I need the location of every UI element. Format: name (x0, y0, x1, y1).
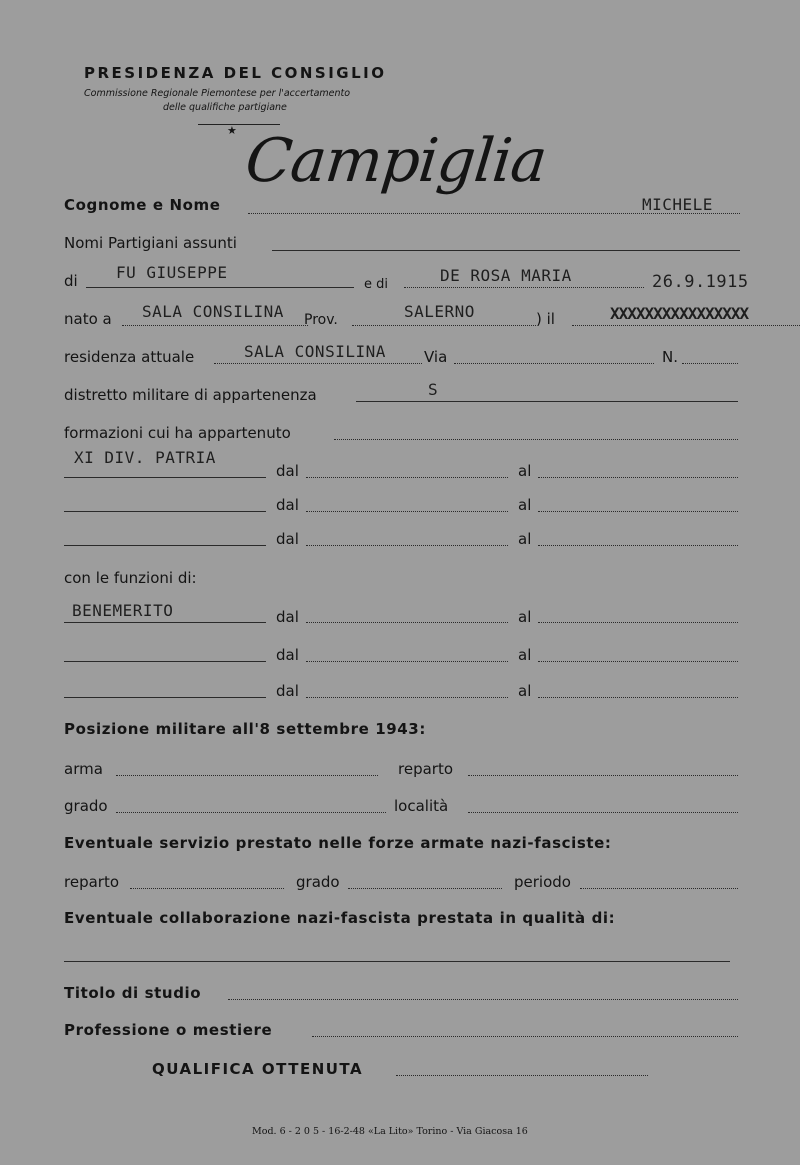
formazione-2-dal-line (306, 511, 508, 512)
padre-line (86, 287, 354, 288)
arma-label: arma (64, 760, 103, 778)
servizio-reparto-line (130, 888, 284, 889)
luogo-nascita-value: SALA CONSILINA (142, 302, 284, 321)
funzione-2-al-label: al (518, 646, 532, 664)
funzione-3-line (64, 697, 266, 698)
qualifica-line (396, 1075, 648, 1076)
distretto-line (356, 401, 738, 402)
formazione-3-al-line (538, 545, 738, 546)
formazione-3-dal-label: dal (276, 530, 299, 548)
funzione-3-al-label: al (518, 682, 532, 700)
funzione-3-dal-line (306, 697, 508, 698)
luogo-nascita-line (122, 325, 308, 326)
nomi-partigiani-label: Nomi Partigiani assunti (64, 234, 237, 252)
servizio-grado-label: grado (296, 873, 340, 891)
funzione-1-dal-line (306, 622, 508, 623)
funzione-2-al-line (538, 661, 738, 662)
provincia-line (352, 325, 536, 326)
formazione-2-al-line (538, 511, 738, 512)
residenza-label: residenza attuale (64, 348, 195, 366)
n-label: N. (662, 348, 678, 366)
funzione-3-dal-label: dal (276, 682, 299, 700)
funzione-1-al-label: al (518, 608, 532, 626)
titolo-studio-label: Titolo di studio (64, 984, 202, 1002)
via-line (454, 363, 654, 364)
localita-line (468, 812, 738, 813)
funzione-1-al-line (538, 622, 738, 623)
reparto-line (468, 775, 738, 776)
n-line (682, 363, 738, 364)
formazione-3-dal-line (306, 545, 508, 546)
formazione-1-dal-label: dal (276, 462, 299, 480)
formazione-1-al-line (538, 477, 738, 478)
data-nascita-value: 26.9.1915 (652, 272, 749, 292)
reparto-label: reparto (398, 760, 454, 778)
header-subtitle-2: delle qualifiche partigiane (163, 102, 287, 113)
qualifica-label: QUALIFICA OTTENUTA (152, 1060, 364, 1078)
funzioni-label: con le funzioni di: (64, 569, 197, 587)
formazione-2-al-label: al (518, 496, 532, 514)
funzione-1-dal-label: dal (276, 608, 299, 626)
funzione-3-al-line (538, 697, 738, 698)
formazione-1-value: XI DIV. PATRIA (74, 448, 216, 467)
di-label: di (64, 272, 78, 290)
formazione-1-al-label: al (518, 462, 532, 480)
cognome-nome-label: Cognome e Nome (64, 196, 221, 214)
padre-value: FU GIUSEPPE (116, 263, 228, 282)
grado-line (116, 812, 386, 813)
formazioni-line (334, 439, 738, 440)
servizio-heading: Eventuale servizio prestato nelle forze armate nazi-fasciste: (64, 834, 612, 852)
surname-handwritten: Campiglia (242, 126, 550, 196)
funzione-1-value: BENEMERITO (72, 601, 174, 620)
header-subtitle: Commissione Regionale Piemontese per l'accertamento (84, 88, 351, 99)
servizio-grado-line (348, 888, 502, 889)
header-title: PRESIDENZA DEL CONSIGLIO (84, 64, 387, 82)
periodo-line (580, 888, 738, 889)
collaborazione-heading: Eventuale collaborazione nazi-fascista prestata in qualità di: (64, 909, 616, 927)
arma-line (116, 775, 378, 776)
star-icon: ★ (227, 124, 237, 137)
titolo-studio-line (228, 999, 738, 1000)
formazione-1-line (64, 477, 266, 478)
formazione-1-dal-line (306, 477, 508, 478)
formazioni-label: formazioni cui ha appartenuto (64, 424, 291, 442)
funzione-2-line (64, 661, 266, 662)
nomi-partigiani-line (272, 250, 740, 251)
data-line (572, 325, 800, 326)
via-label: Via (424, 348, 448, 366)
formazione-2-dal-label: dal (276, 496, 299, 514)
nome-value: MICHELE (642, 195, 713, 214)
posizione-militare-heading: Posizione militare all'8 settembre 1943: (64, 720, 426, 738)
distretto-value: S (428, 380, 439, 399)
funzione-2-dal-label: dal (276, 646, 299, 664)
funzione-1-line (64, 622, 266, 623)
provincia-value: SALERNO (404, 302, 475, 321)
prov-label: Prov. (304, 312, 338, 328)
professione-label: Professione o mestiere (64, 1021, 273, 1039)
funzione-2-dal-line (306, 661, 508, 662)
collaborazione-line (64, 961, 730, 962)
header-divider (198, 124, 280, 125)
il-label: ) il (536, 310, 555, 328)
residenza-line (214, 363, 422, 364)
grado-label: grado (64, 797, 108, 815)
struck-date-value: XXXXXXXXXXXXXXXX (610, 304, 749, 323)
e-di-label: e di (364, 277, 388, 292)
nato-a-label: nato a (64, 310, 112, 328)
localita-label: località (394, 797, 449, 815)
printer-footer: Mod. 6 - 2 0 5 - 16-2-48 «La Lito» Torino - Via Giacosa 16 (252, 1126, 528, 1137)
madre-value: DE ROSA MARIA (440, 266, 572, 285)
formazione-2-line (64, 511, 266, 512)
periodo-label: periodo (514, 873, 571, 891)
formazione-3-line (64, 545, 266, 546)
distretto-label: distretto militare di appartenenza (64, 386, 317, 404)
servizio-reparto-label: reparto (64, 873, 120, 891)
madre-line (404, 287, 644, 288)
residenza-value: SALA CONSILINA (244, 342, 386, 361)
professione-line (312, 1036, 738, 1037)
formazione-3-al-label: al (518, 530, 532, 548)
